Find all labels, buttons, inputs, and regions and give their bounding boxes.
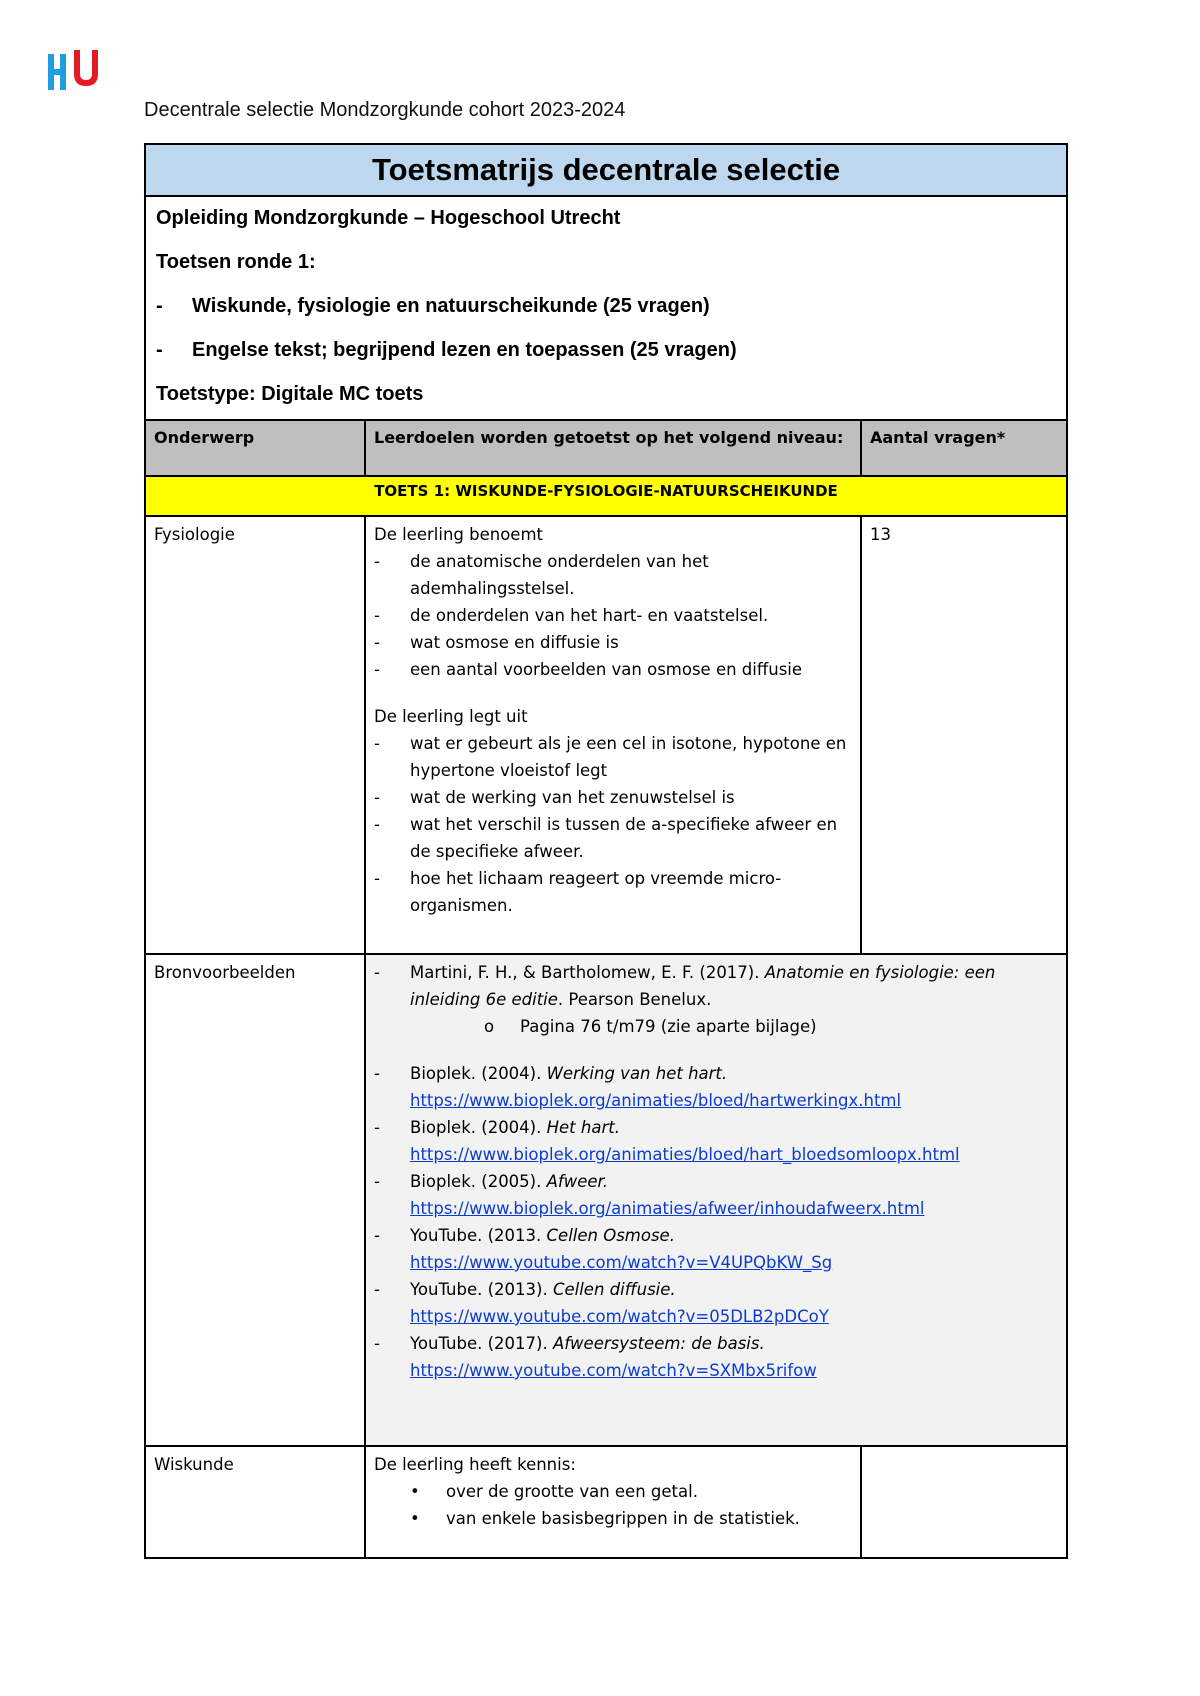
reference-item: - Martini, F. H., & Bartholomew, E. F. (2017). Anatomie en fysiologie: een inleiding 6e editie. Pearson Benelux. [374, 963, 996, 1009]
goals-intro: De leerling legt uit [374, 707, 528, 726]
subject-cell: Bronvoorbeelden [145, 954, 365, 1446]
sources-cell [365, 954, 1067, 1446]
header-count: Aantal vragen* [861, 420, 1067, 476]
intro-bullet: - Wiskunde, fysiologie en natuurscheikunde (25 vragen) [156, 291, 1056, 335]
reference-item: - YouTube. (2017). Afweersysteem: de basis. https://www.youtube.com/watch?v=SXMbx5rifow [374, 1334, 817, 1380]
program-line: Opleiding Mondzorgkunde – Hogeschool Utrecht [156, 207, 621, 229]
reference-item: - Bioplek. (2004). Het hart. https://www.bioplek.org/animaties/bloed/hart_bloedsomloopx.html [374, 1118, 960, 1164]
list-item: - wat osmose en diffusie is [374, 633, 619, 652]
header-goals: Leerdoelen worden getoetst op het volgend niveau: [365, 420, 861, 476]
reference-item: - YouTube. (2013. Cellen Osmose. https://www.youtube.com/watch?v=V4UPQbKW_Sg [374, 1226, 833, 1272]
reference-item: - Bioplek. (2004). Werking van het hart. https://www.bioplek.org/animaties/bloed/hartwerkingx.html [374, 1064, 902, 1110]
list-item: - wat er gebeurt als je een cel in isotone, hypotone en hypertone vloeistof legt [374, 734, 847, 780]
reference-link[interactable]: https://www.youtube.com/watch?v=V4UPQbKW_Sg [410, 1253, 833, 1272]
hu-logo [48, 48, 110, 96]
list-item: - hoe het lichaam reageert op vreemde micro-organismen. [374, 869, 782, 915]
header-subject: Onderwerp [145, 420, 365, 476]
reference-item: - Bioplek. (2005). Afweer. https://www.bioplek.org/animaties/afweer/inhoudafweerx.html [374, 1172, 925, 1218]
intro-block [145, 196, 1067, 420]
test-type-line: Toetstype: Digitale MC toets [156, 383, 424, 405]
question-count [861, 1446, 1067, 1558]
reference-link[interactable]: https://www.bioplek.org/animaties/bloed/hart_bloedsomloopx.html [410, 1145, 960, 1164]
wiskunde-goals [365, 1446, 861, 1558]
list-item: - de onderdelen van het hart- en vaatstelsel. [374, 606, 769, 625]
list-item: - wat de werking van het zenuwstelsel is [374, 788, 735, 807]
intro-bullet-text: Wiskunde, fysiologie en natuurscheikunde (25 vragen) [192, 295, 710, 317]
list-item: - de anatomische onderdelen van het ademhalingsstelsel. [374, 552, 709, 598]
round-line: Toetsen ronde 1: [156, 251, 316, 273]
intro-bullet: - Engelse tekst; begrijpend lezen en toepassen (25 vragen) [156, 335, 1056, 379]
reference-subitem: o Pagina 76 t/m79 (zie aparte bijlage) [484, 1017, 817, 1036]
reference-link[interactable]: https://www.youtube.com/watch?v=05DLB2pDCoY [410, 1307, 829, 1326]
subject-cell: Wiskunde [145, 1446, 365, 1558]
reference-link[interactable]: https://www.youtube.com/watch?v=SXMbx5rifow [410, 1361, 817, 1380]
subject-cell: Fysiologie [145, 516, 365, 954]
list-item: - een aantal voorbeelden van osmose en diffusie [374, 660, 803, 679]
intro-bullet-text: Engelse tekst; begrijpend lezen en toepassen (25 vragen) [192, 339, 737, 361]
goals-intro: De leerling heeft kennis: [374, 1455, 576, 1474]
reference-item: - YouTube. (2013). Cellen diffusie. https://www.youtube.com/watch?v=05DLB2pDCoY [374, 1280, 829, 1326]
list-item: • over de grootte van een getal. [410, 1482, 698, 1501]
fysiologie-goals [365, 516, 861, 954]
list-item: • van enkele basisbegrippen in de statistiek. [410, 1509, 800, 1528]
question-count: 13 [861, 516, 1067, 954]
goals-intro: De leerling benoemt [374, 525, 543, 544]
reference-link[interactable]: https://www.bioplek.org/animaties/afweer/inhoudafweerx.html [410, 1199, 925, 1218]
table-title: Toetsmatrijs decentrale selectie [145, 144, 1067, 196]
list-item: - wat het verschil is tussen de a-specifieke afweer en de specifieke afweer. [374, 815, 838, 861]
reference-link[interactable]: https://www.bioplek.org/animaties/bloed/hartwerkingx.html [410, 1091, 902, 1110]
document-subtitle: Decentrale selectie Mondzorgkunde cohort 2023-2024 [144, 99, 626, 121]
test-matrix-table [144, 143, 1068, 1559]
section-title: TOETS 1: WISKUNDE-FYSIOLOGIE-NATUURSCHEIKUNDE [145, 476, 1067, 516]
